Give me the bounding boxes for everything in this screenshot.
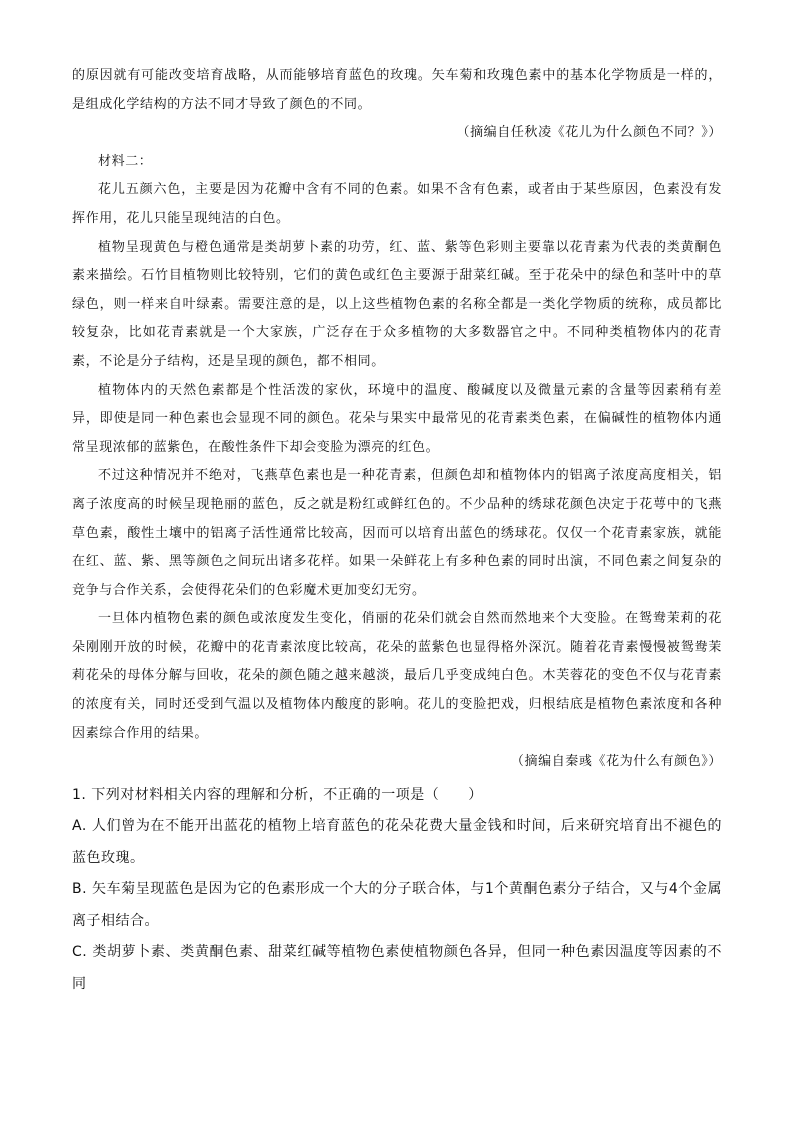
option-b: B. 矢车菊呈现蓝色是因为它的色素形成一个大的分子联合体，与1个黄酮色素分子结合，又与4个金属离子相结合。 xyxy=(72,881,722,929)
source-citation-1: （摘编自任秋凌《花儿为什么颜色不同？》） xyxy=(456,125,722,141)
material2-paragraph: 植物呈现黄色与橙色通常是类胡萝卜素的功劳，红、蓝、紫等色彩则主要靠以花青素为代表的类黄酮色素来描绘。石竹目植物则比较特别，它们的黄色或红色主要源于甜菜红碱。至于花朵中的绿色和茎叶中的草绿色，则一样来自叶绿素。需要注意的是，以上这些植物色素的名称全都是一类化学物质的统称，成员都比较复杂，比如花青素就是一个大家族，广泛存在于众多植物的大多数器官之中。不同种类植物体内的花青素，不论是分子结构，还是呈现的颜色，都不相同。 xyxy=(72,239,722,369)
option-c: C. 类胡萝卜素、类黄酮色素、甜菜红碱等植物色素使植物颜色各异，但同一种色素因温度等因素的不同 xyxy=(72,944,722,992)
option-a: A. 人们曾为在不能开出蓝花的植物上培育蓝色的花朵花费大量金钱和时间，后来研究培育出不褪色的蓝色玫瑰。 xyxy=(72,818,722,866)
material2-paragraph: 一旦体内植物色素的颜色或浓度发生变化，俏丽的花朵们就会自然而然地来个大变脸。在鸳鸯茉莉的花朵刚刚开放的时候，花瓣中的花青素浓度比较高，花朵的蓝紫色也显得格外深沉。随着花青素慢慢被鸳鸯茉莉花朵的母体分解与回收，花朵的颜色随之越来越淡，最后几乎变成纯白色。木芙蓉花的变色不仅与花青素的浓度有关，同时还受到气温以及植物体内酸度的影响。花儿的变脸把戏，归根结底是植物色素浓度和各种因素综合作用的结果。 xyxy=(72,611,722,741)
material2-paragraph: 不过这种情况并不绝对，飞燕草色素也是一种花青素，但颜色却和植物体内的铝离子浓度高度相关，铝离子浓度高的时候呈现艳丽的蓝色，反之就是粉红或鲜红色的。不少品种的绣球花颜色决定于花萼中的飞燕草色素，酸性土壤中的铝离子活性通常比较高，因而可以培育出蓝色的绣球花。仅仅一个花青素家族，就能在红、蓝、紫、黑等颜色之间玩出诸多花样。如果一朵鲜花上有多种色素的同时出演，不同色素之间复杂的竞争与合作关系，会使得花朵们的色彩魔术更加变幻无穷。 xyxy=(72,468,722,598)
question-stem: 1. 下列对材料相关内容的理解和分析，不正确的一项是（ ） xyxy=(72,786,483,803)
material2-heading: 材料二： xyxy=(98,153,153,169)
material1-tail: 的原因就有可能改变培育战略，从而能够培育蓝色的玫瑰。矢车菊和玫瑰色素中的基本化学物质是一样的，是组成化学结构的方法不同才导致了颜色的不同。 xyxy=(72,68,722,112)
document-page xyxy=(72,62,722,1000)
material2-paragraph: 花儿五颜六色，主要是因为花瓣中含有不同的色素。如果不含有色素，或者由于某些原因，色素没有发挥作用，花儿只能呈现纯洁的白色。 xyxy=(72,182,722,226)
source-citation-2: （摘编自秦彧《花为什么有颜色》） xyxy=(510,754,722,770)
material2-paragraph: 植物体内的天然色素都是个性活泼的家伙，环境中的温度、酸碱度以及微量元素的含量等因素稍有差异，即使是同一种色素也会显现不同的颜色。花朵与果实中最常见的花青素类色素，在偏碱性的植物体内通常呈现浓郁的蓝紫色，在酸性条件下却会变脸为漂亮的红色。 xyxy=(72,382,722,455)
